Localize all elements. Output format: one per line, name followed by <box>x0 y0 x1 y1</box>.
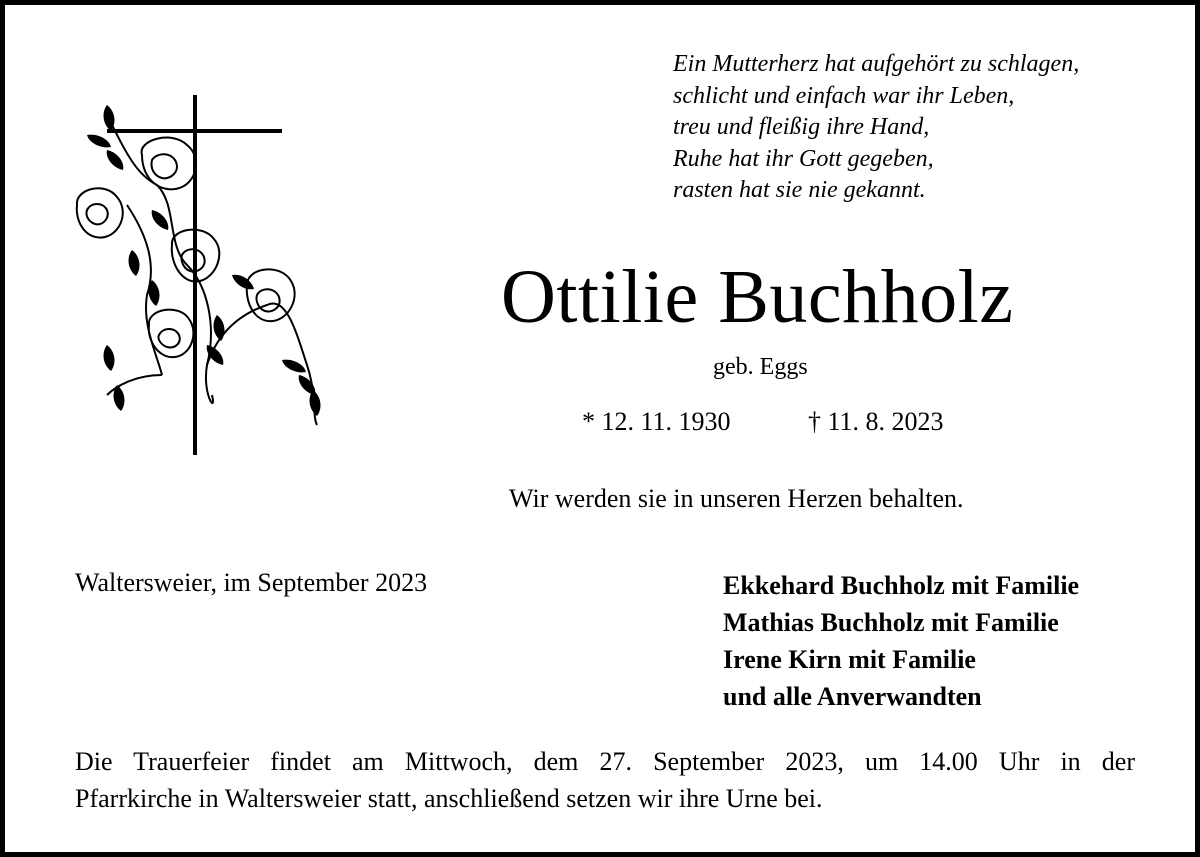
mourner: Ekkehard Buchholz mit Familie <box>723 571 1080 600</box>
maiden-name: geb. Eggs <box>713 354 808 380</box>
mourner: und alle Anverwandten <box>723 682 982 711</box>
poem-line: Ruhe hat ihr Gott gegeben, <box>673 145 934 172</box>
ceremony-notice <box>75 743 1135 817</box>
poem-line: rasten hat sie nie gekannt. <box>673 177 926 203</box>
deceased-name: Ottilie Buchholz <box>501 255 1014 339</box>
remembrance-line: Wir werden sie in unseren Herzen behalten. <box>509 484 964 513</box>
poem-line: schlicht und einfach war ihr Leben, <box>673 82 1015 109</box>
place-and-date: Waltersweier, im September 2023 <box>75 568 428 597</box>
ceremony-notice-line: Die Trauerfeier findet am Mittwoch, dem 27. September 2023, um 14.00 Uhr in der <box>75 747 1135 776</box>
death-date: † 11. 8. 2023 <box>808 407 944 436</box>
cross-with-roses-icon <box>67 95 337 465</box>
mourner: Irene Kirn mit Familie <box>723 645 976 674</box>
birth-date: * 12. 11. 1930 <box>582 407 731 436</box>
poem-line: Ein Mutterherz hat aufgehört zu schlagen, <box>673 51 1080 77</box>
ceremony-notice-line: Pfarrkirche in Waltersweier statt, anschließend setzen wir ihre Urne bei. <box>75 784 823 813</box>
poem <box>673 49 1079 207</box>
mourner: Mathias Buchholz mit Familie <box>723 608 1059 637</box>
poem-line: treu und fleißig ihre Hand, <box>673 114 930 140</box>
mourners-list <box>723 567 1079 715</box>
